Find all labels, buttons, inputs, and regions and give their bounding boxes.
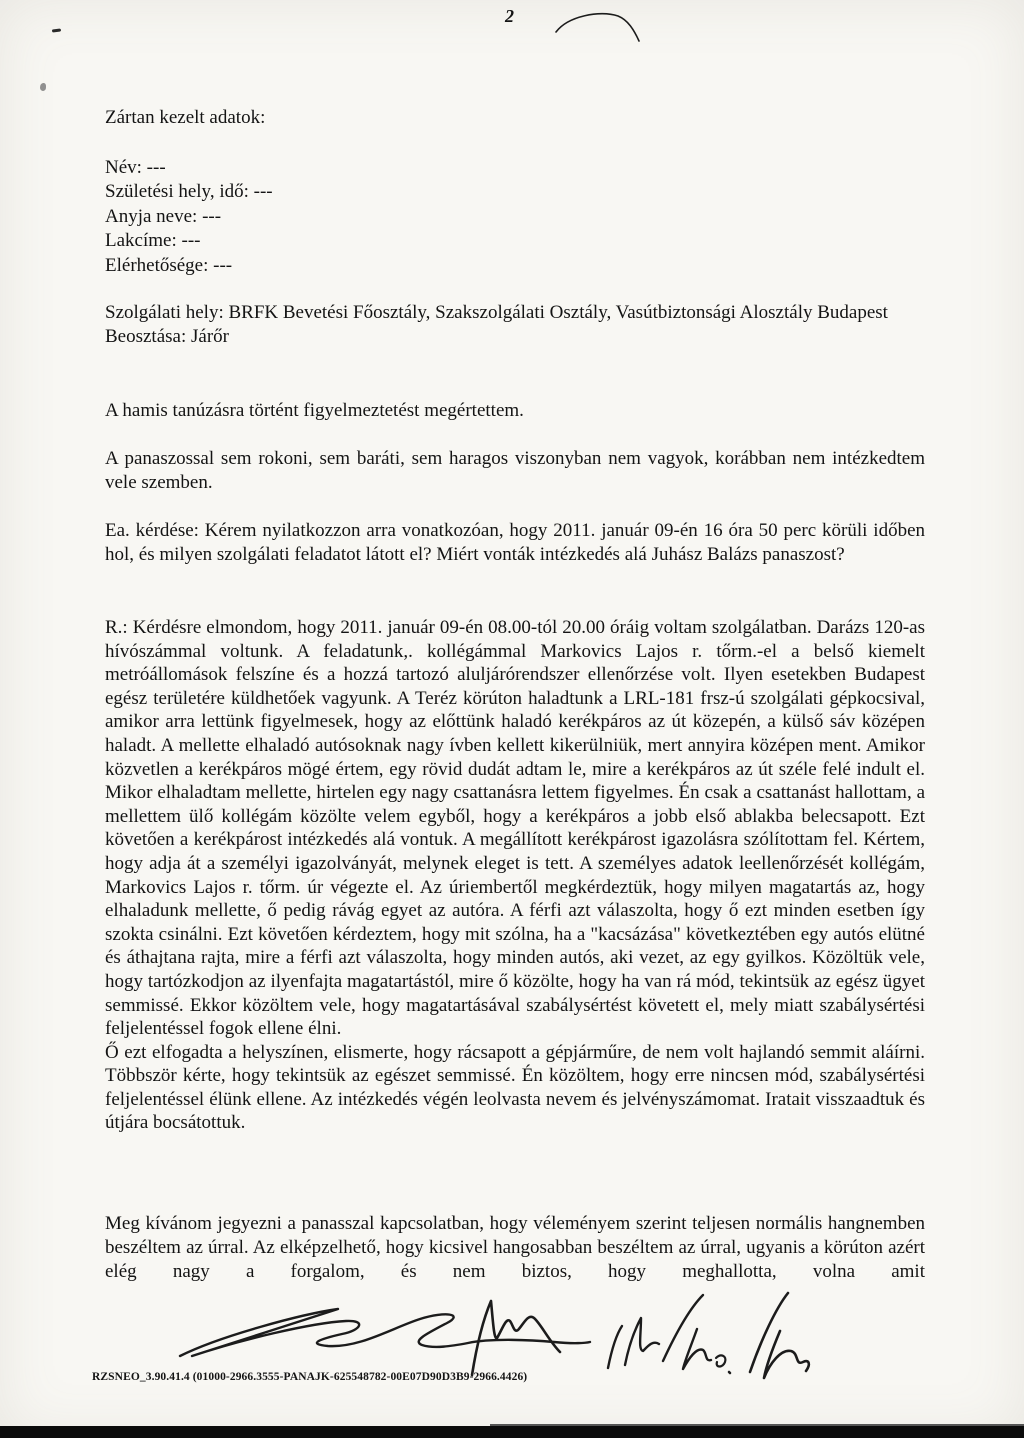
signature-3-icon	[608, 1295, 730, 1373]
footer-system-code: RZSNEO_3.90.41.4 (01000-2966.3555-PANAJK-625548782-00E07D90D3B9-2966.4426)	[92, 1371, 528, 1383]
signature-4-icon	[750, 1293, 809, 1378]
scan-artifact-smudge-icon	[40, 83, 46, 91]
scan-artifact-dash-icon	[52, 28, 61, 32]
field-birth: Születési hely, idő: ---	[105, 181, 273, 203]
examiner-question: Ea. kérdése: Kérem nyilatkozzon arra vonatkozóan, hogy 2011. január 09-én 16 óra 50 perc körüli időben hol, és milyen szolgálati feladatot látott el? Miért vonták intézkedés alá Juhász Balázs panaszost?	[105, 520, 925, 565]
closed-data-heading: Zártan kezelt adatok:	[105, 107, 266, 128]
field-address: Lakcíme: ---	[105, 230, 201, 252]
service-position: Beosztása: Járőr	[105, 326, 229, 347]
scan-edge-bar	[0, 1426, 1024, 1438]
page-number: 2	[505, 6, 514, 26]
service-info	[105, 301, 925, 349]
closing-remark: Meg kívánom jegyezni a panasszal kapcsolatban, hogy véleményem szerint teljesen normális hangnemben beszéltem az úrral. Az elképzelhető, hogy kicsivel hangosabban beszéltem az úrral, ugyanis a körúton azért elég nagy a forgalom, és nem biztos, hogy meghallotta, volna amit	[105, 1213, 925, 1282]
signature-1-icon	[180, 1309, 590, 1356]
warning-acknowledgement: A hamis tanúzásra történt figyelmeztetést megértettem.	[105, 400, 524, 421]
service-place: Szolgálati hely: BRFK Bevetési Főosztály, Szakszolgálati Osztály, Vasútbiztonsági Alosztály Budapest	[105, 302, 888, 323]
pen-stroke-arc-icon	[552, 8, 644, 46]
relation-statement: A panaszossal sem rokoni, sem baráti, sem haragos viszonyban nem vagyok, korábban nem intézkedtem vele szemben.	[105, 448, 925, 493]
answer-main: R.: Kérdésre elmondom, hogy 2011. január 09-én 08.00-tól 20.00 óráig voltam szolgálatban. Darázs 120-as hívószámmal voltunk. A feladatunk,. kollégámmal Markovics Lajos r. tőrm.-el a belső kiemelt metróállomások felszíne és a hozzá tartozó aluljárórendszer ellenőrzése volt. Ilyen esetekben Budapest egész területére küldhetőek vagyunk. A Teréz körúton haladtunk a LRL-181 frsz-ú szolgálati gépkocsival, amikor arra lettünk figyelmesek, hogy az előttünk haladó kerékpáros az út közepén, a külső sáv középen haladt. A mellette elhaladó autósoknak nagy ívben kellett kikerülniük, mert annyira középen ment. Amikor közvetlen a kerékpáros mögé értem, egy rövid dudát adtam le, mire a kerékpáros az út széle felé indult el. Mikor elhaladtam mellette, hirtelen egy nagy csattanásra lettem figyelmes. Én csak a csattanást hallottam, a mellettem ülő kollégám közölte velem egyből, hogy a kerékpáros a jobb első ablakba belecsapott. Ezt követően a kerékpárost intézkedés alá vontuk. A megállított kerékpárost igazolásra szólítottam fel. Kértem, hogy adja át a személyi igazolványát, melynek eleget is tett. A személyes adatok leellenőrzését kollégám, Markovics Lajos r. tőrm. úr végezte el. Az úriembertől megkérdeztük, hogy milyen magatartás az, hogy elhaladunk mellette, ő pedig rávág egyet az autóra. A férfi azt válaszolta, hogy ő ezt minden esetben így szokta csinálni. Ezt követően kérdeztem, hogy mit szólna, ha a "kacsázása" következtében egy autós elütné és áthajtana rajta, mire a férfi azt válaszolta, hogy minden autós, aki vezet, az egy gyilkos. Közöltük vele, hogy tartózkodjon az ilyenfajta magatartástól, mire ő közölte, hogy ha van rá mód, tekintsük az egész ügyet semmissé. Ekkor közöltem vele, hogy magatartásával szabálysértést követett el, mely miatt szabálysértési feljelentéssel fogok ellene élni.	[105, 617, 925, 1040]
field-name: Név: ---	[105, 157, 166, 178]
field-mother-name: Anyja neve: ---	[105, 205, 222, 227]
answer-followup: Ő ezt elfogadta a helyszínen, elismerte, hogy rácsapott a gépjárműre, de nem volt hajlandó semmit aláírni. Többször kérte, hogy tekintsük az egészet semmissé. Én közöltem, hogy erre nincsen mód, szabálysértési feljelentéssel élünk ellene. Az intézkedés végén leolvasta nevem és jelvényszámomat. Iratait visszaadtuk és útjára bocsátottuk.	[105, 1041, 925, 1134]
closed-data-fields	[105, 156, 925, 278]
answer-block	[105, 616, 925, 1135]
field-contact: Elérhetősége: ---	[105, 254, 233, 276]
signature-2-icon	[472, 1301, 560, 1375]
